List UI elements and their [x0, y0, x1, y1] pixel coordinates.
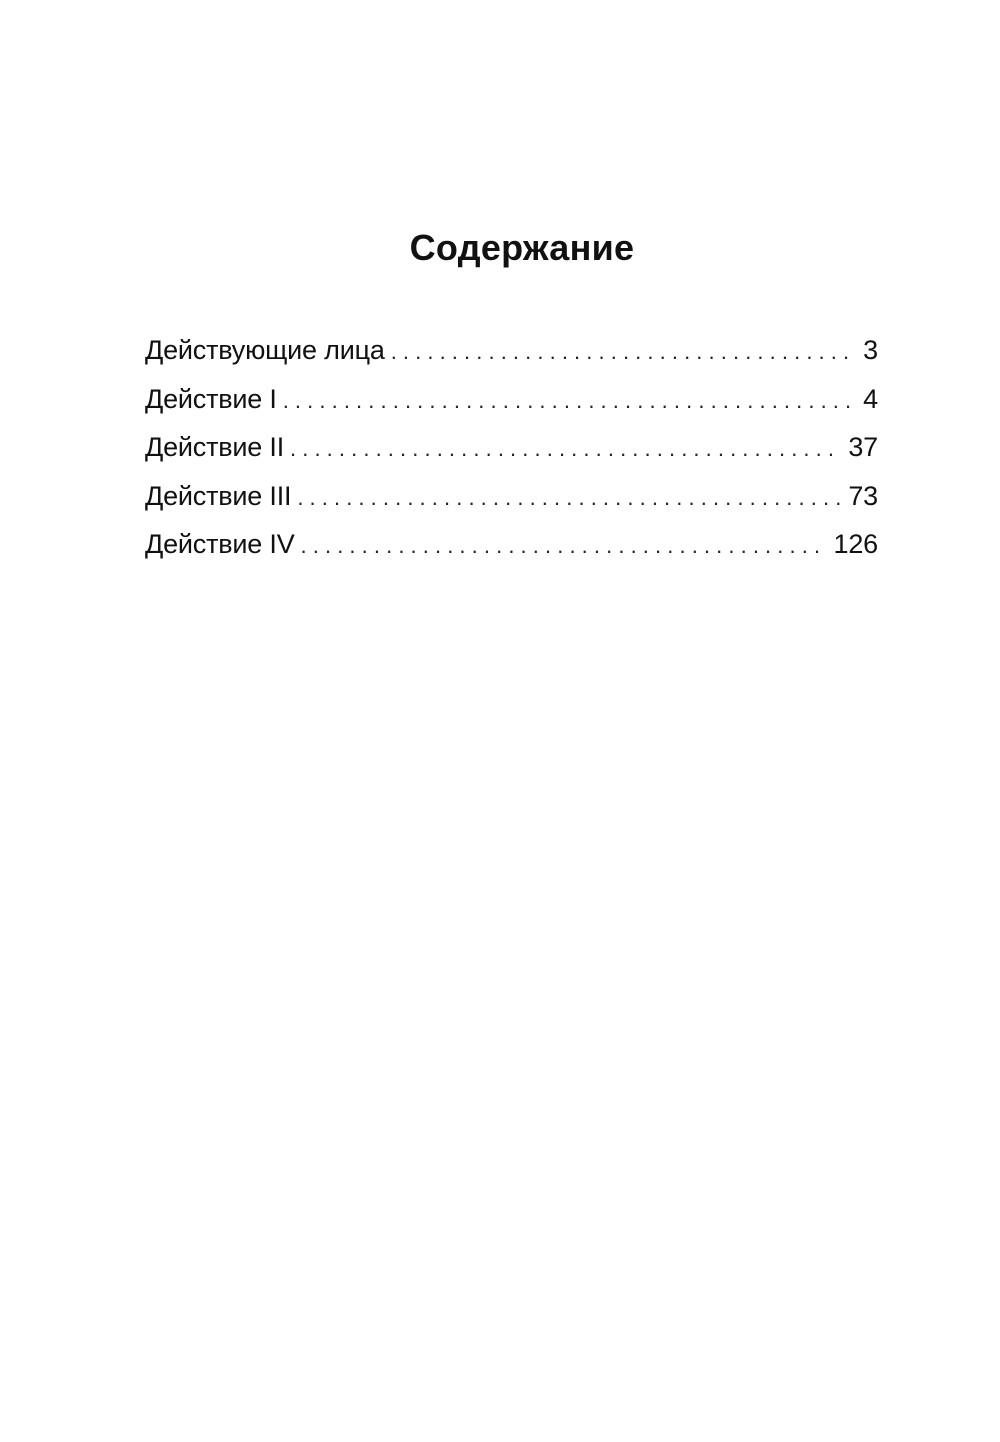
- toc-entry: [145, 520, 878, 569]
- toc-entry-label: Действие III: [145, 480, 292, 511]
- toc-entry-page-number: 37: [848, 432, 878, 462]
- toc-entry-label: Действующие лица: [145, 335, 385, 365]
- dot-leader: [391, 328, 852, 377]
- toc-entry-page-number: 126: [833, 529, 878, 559]
- toc-entry-page-number: 3: [863, 335, 878, 365]
- toc-entry: [145, 423, 878, 472]
- toc-entry: [145, 472, 878, 521]
- page-title: Содержание: [409, 227, 635, 268]
- toc-entry-page-number: 4: [863, 383, 878, 414]
- toc-entry: [145, 375, 878, 424]
- toc-entry: [145, 326, 878, 375]
- toc-entry-label: Действие I: [145, 383, 277, 414]
- toc-entry-label: Действие II: [145, 432, 284, 462]
- dot-leader: [283, 377, 852, 426]
- dot-leader: [297, 474, 842, 523]
- toc-entry-label: Действие IV: [145, 529, 295, 559]
- dot-leader: [290, 425, 842, 474]
- dot-leader: [301, 522, 828, 571]
- table-of-contents: [145, 326, 878, 569]
- toc-entry-page-number: 73: [848, 480, 878, 511]
